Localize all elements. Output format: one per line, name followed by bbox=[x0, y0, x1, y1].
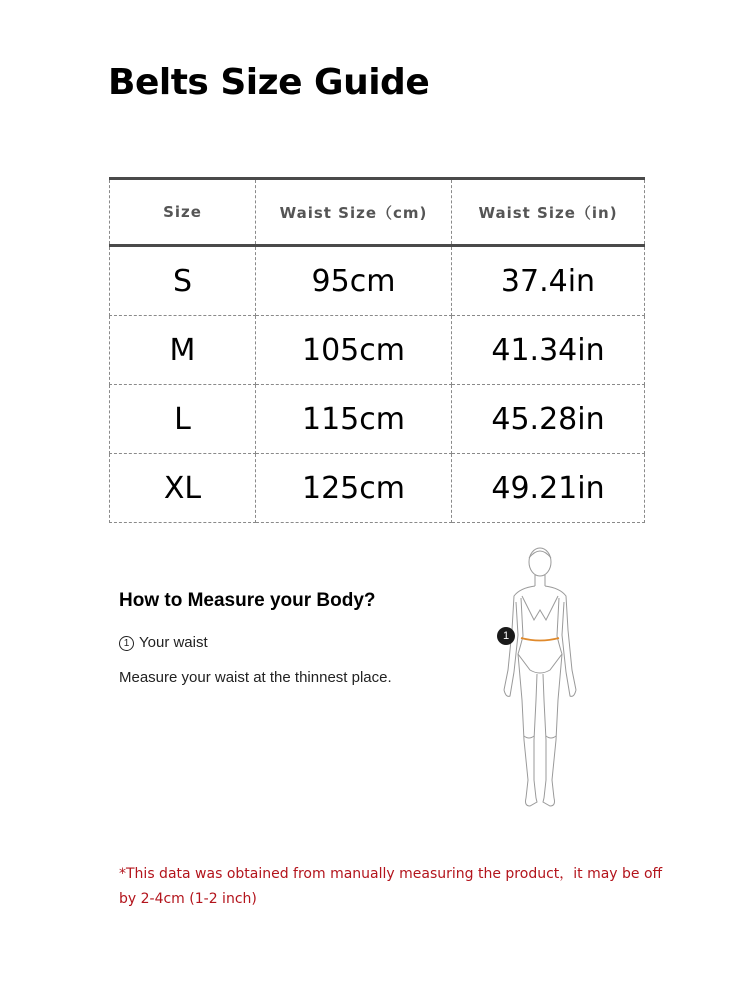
body-figure-icon bbox=[490, 540, 590, 810]
step-number-icon: 1 bbox=[119, 636, 134, 651]
size-cell: M bbox=[110, 316, 256, 385]
table-header-row bbox=[110, 179, 645, 246]
table-row bbox=[110, 246, 645, 316]
header-waist-cm: Waist Size（cm) bbox=[256, 179, 452, 246]
waist-in-cell: 41.34in bbox=[452, 316, 645, 385]
header-waist-in: Waist Size（in) bbox=[452, 179, 645, 246]
waist-cm-cell: 115cm bbox=[256, 385, 452, 454]
table-row bbox=[110, 385, 645, 454]
page-title: Belts Size Guide bbox=[108, 62, 430, 103]
waist-in-cell: 49.21in bbox=[452, 454, 645, 523]
waist-cm-cell: 95cm bbox=[256, 246, 452, 316]
step-waist bbox=[119, 634, 208, 651]
waist-in-cell: 37.4in bbox=[452, 246, 645, 316]
table-row bbox=[110, 316, 645, 385]
size-cell: XL bbox=[110, 454, 256, 523]
waist-cm-cell: 125cm bbox=[256, 454, 452, 523]
size-table bbox=[109, 177, 645, 523]
header-size: Size bbox=[110, 179, 256, 246]
size-cell: S bbox=[110, 246, 256, 316]
table-row bbox=[110, 454, 645, 523]
step-label: Your waist bbox=[139, 634, 208, 651]
size-cell: L bbox=[110, 385, 256, 454]
waist-marker-badge: 1 bbox=[497, 627, 515, 645]
measurement-note: *This data was obtained from manually measuring the product，it may be off by 2-4cm (1-2 inch) bbox=[119, 866, 663, 907]
waist-in-cell: 45.28in bbox=[452, 385, 645, 454]
waist-cm-cell: 105cm bbox=[256, 316, 452, 385]
how-to-measure-title: How to Measure your Body? bbox=[119, 590, 376, 611]
measure-instruction: Measure your waist at the thinnest place. bbox=[119, 669, 392, 686]
